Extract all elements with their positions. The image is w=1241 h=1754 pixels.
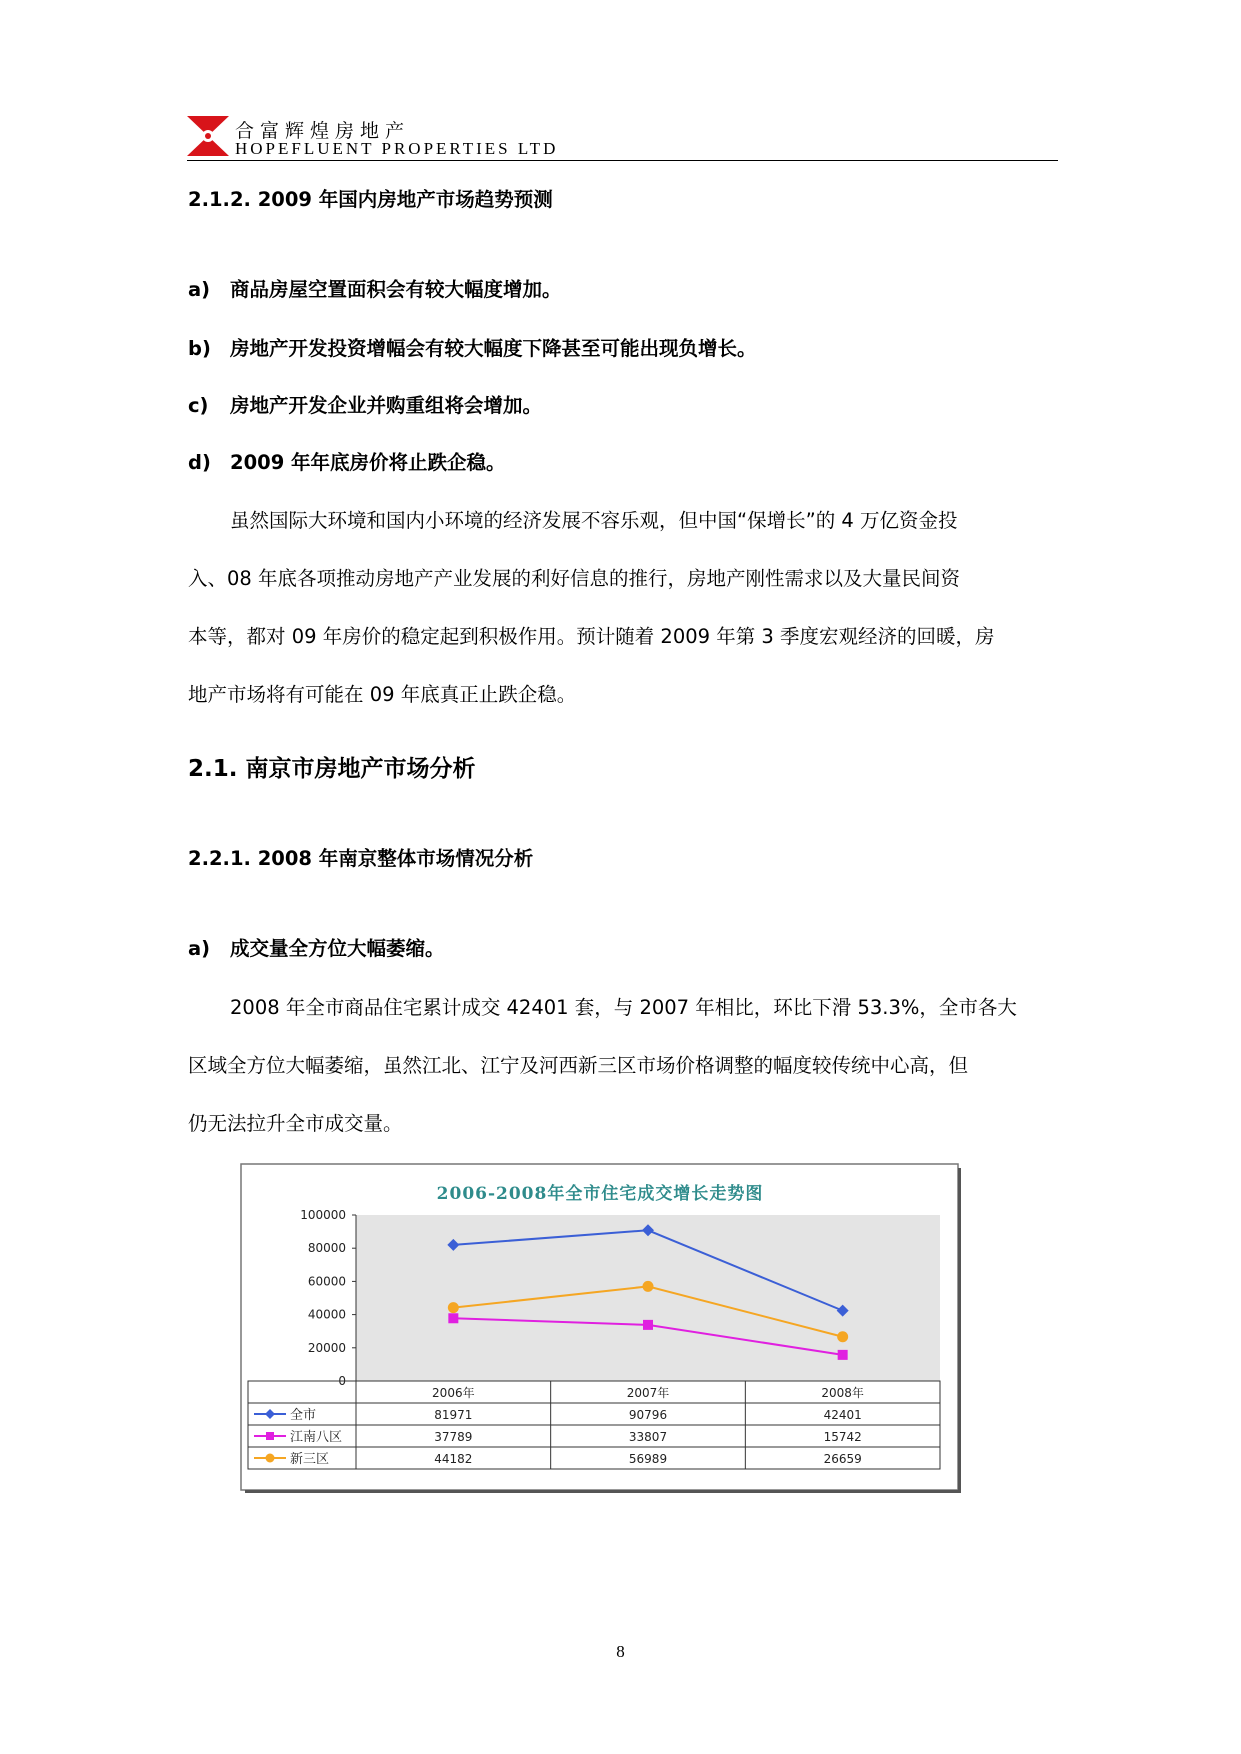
paragraph-line: 本等，都对 09 年房价的稳定起到积极作用。预计随着 2009 年第 3 季度宏观经济的回暖，房 [188, 625, 995, 648]
data-label: 81971 [434, 1408, 473, 1422]
data-label: 15742 [823, 1430, 862, 1444]
paragraph-line: 入、08 年底各项推动房地产产业发展的利好信息的推行，房地产刚性需求以及大量民间资 [188, 567, 961, 590]
list-item-label: c) [188, 394, 209, 417]
paragraph-line: 地产市场将有可能在 09 年底真正止跌企稳。 [188, 683, 577, 706]
list-item-text: 房地产开发投资增幅会有较大幅度下降甚至可能出现负增长。 [230, 337, 757, 360]
section-221-heading: 2.2.1. 2008 年南京整体市场情况分析 [188, 847, 534, 870]
paragraph-line: 区域全方位大幅萎缩，虽然江北、江宁及河西新三区市场价格调整的幅度较传统中心高，但 [188, 1054, 969, 1077]
list-item [188, 394, 542, 417]
chart-title: 2006-2008年全市住宅成交增长走势图 [436, 1184, 764, 1204]
chart-shadow [958, 1168, 961, 1493]
list-item [188, 451, 506, 474]
paragraph-line: 虽然国际大环境和国内小环境的经济发展不容乐观，但中国“保增长”的 4 万亿资金投 [230, 509, 958, 532]
brand-name-en: HOPEFLUENT PROPERTIES LTD [235, 139, 559, 158]
company-logo-icon [187, 116, 229, 156]
data-point [448, 1313, 458, 1323]
data-label: 33807 [628, 1430, 668, 1444]
residential-sales-line-chart [240, 1163, 961, 1493]
x-category-label: 2006年 [432, 1386, 475, 1400]
section-21-heading: 2.1. 南京市房地产市场分析 [188, 756, 476, 782]
data-label: 42401 [823, 1408, 862, 1422]
x-category-label: 2008年 [821, 1386, 864, 1400]
legend-label: 新三区 [290, 1452, 330, 1467]
plot-area [356, 1215, 940, 1381]
x-category-label: 2007年 [626, 1386, 670, 1400]
data-point [838, 1350, 848, 1360]
data-point [643, 1320, 653, 1330]
data-label: 44182 [434, 1452, 473, 1466]
data-label: 37789 [434, 1430, 473, 1444]
list-item-label: d) [188, 451, 211, 474]
list-item-text: 2009 年年底房价将止跌企稳。 [230, 451, 506, 474]
list-item-text: 成交量全方位大幅萎缩。 [230, 937, 445, 960]
brand-name-cn: 合富辉煌房地产 [235, 120, 411, 142]
y-tick-label: 80000 [307, 1241, 346, 1256]
data-label: 26659 [823, 1452, 862, 1466]
list-item [188, 937, 445, 960]
legend-marker [266, 1432, 274, 1440]
page-header [187, 112, 1058, 161]
data-point [643, 1281, 654, 1292]
y-tick-label: 100000 [300, 1208, 346, 1222]
y-tick-label: 40000 [307, 1307, 346, 1322]
y-tick-label: 60000 [307, 1274, 346, 1289]
y-tick-label: 0 [338, 1374, 346, 1388]
data-point [448, 1302, 459, 1313]
data-label: 90796 [628, 1408, 668, 1422]
list-item [188, 278, 562, 301]
paragraph-line: 2008 年全市商品住宅累计成交 42401 套，与 2007 年相比，环比下滑 53.3%，全市各大 [230, 996, 1017, 1019]
list-item [188, 337, 757, 360]
list-item-text: 房地产开发企业并购重组将会增加。 [230, 394, 543, 417]
legend-marker [266, 1454, 275, 1463]
list-item-label: a) [188, 278, 211, 301]
paragraph-line: 仍无法拉升全市成交量。 [188, 1112, 403, 1135]
y-tick-label: 20000 [307, 1340, 346, 1355]
chart-shadow [245, 1490, 961, 1493]
legend-label: 江南八区 [290, 1430, 343, 1445]
page-number: 8 [616, 1642, 625, 1661]
list-item-text: 商品房屋空置面积会有较大幅度增加。 [230, 278, 562, 301]
list-item-label: a) [188, 937, 211, 960]
list-item-label: b) [188, 337, 211, 360]
data-point [837, 1331, 848, 1342]
data-label: 56989 [628, 1452, 668, 1466]
section-212-heading: 2.1.2. 2009 年国内房地产市场趋势预测 [188, 188, 553, 211]
legend-label: 全市 [290, 1408, 317, 1423]
